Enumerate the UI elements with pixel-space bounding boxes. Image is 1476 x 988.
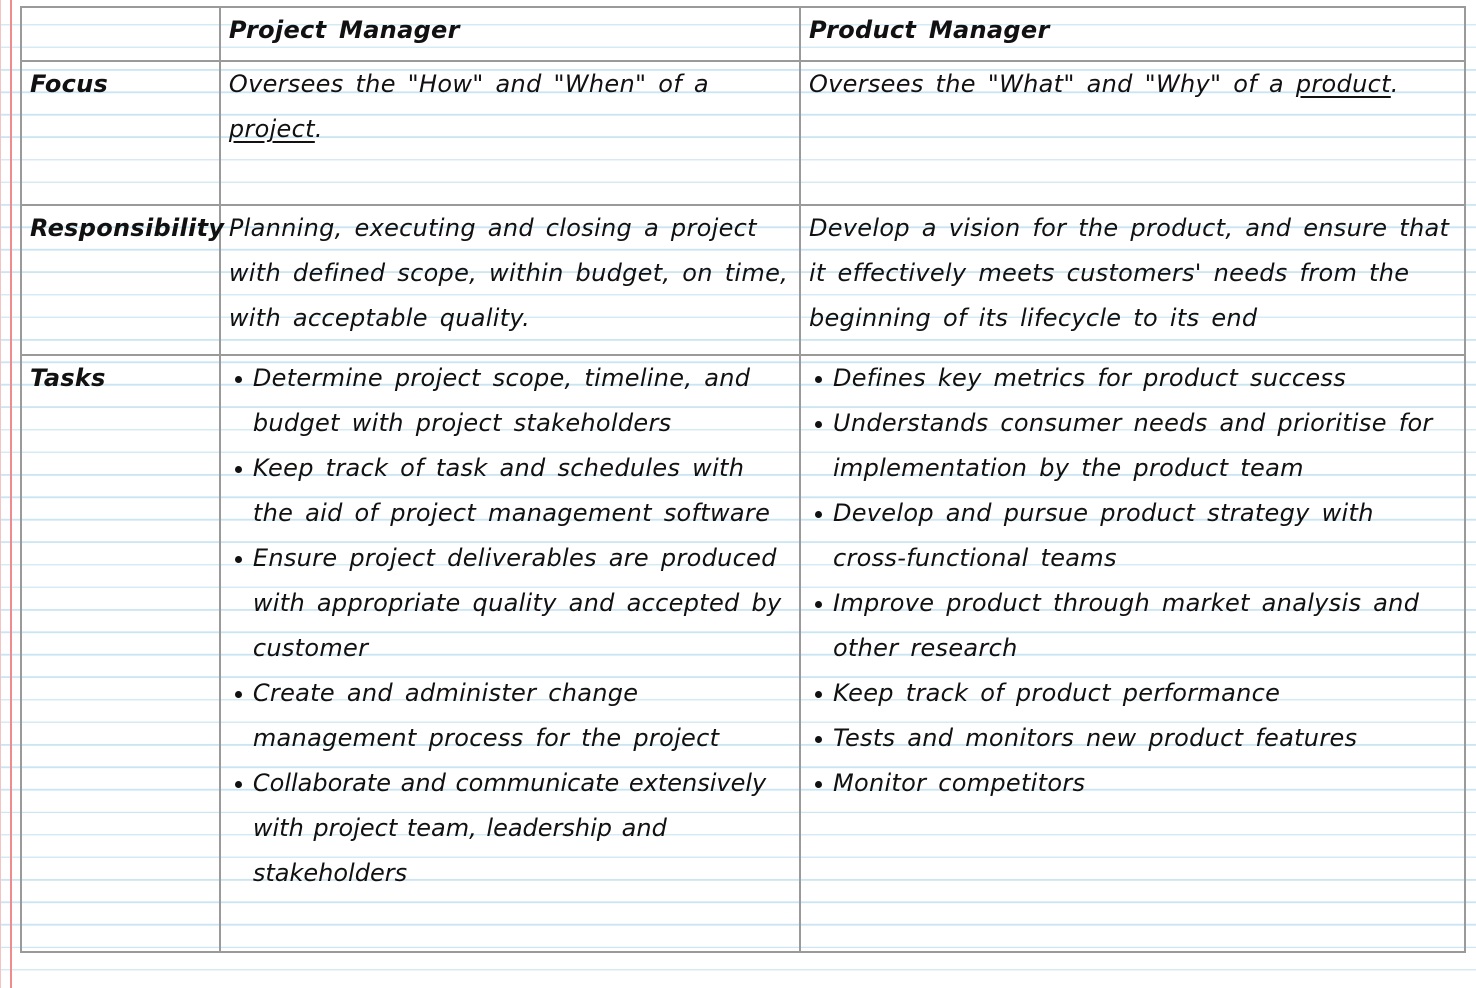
list-item: Create and administer change management process for the project: [253, 671, 791, 761]
product-manager-task-list: [809, 356, 1456, 806]
project-manager-focus-suffix: .: [314, 115, 323, 143]
project-manager-tasks: [220, 355, 800, 952]
list-item: Collaborate and communicate extensively with project team, leadership and stakeholders: [253, 761, 791, 896]
project-manager-focus-text: Oversees the "How" and "When" of a: [228, 70, 709, 98]
list-item: Monitor competitors: [833, 761, 1456, 806]
list-item: Tests and monitors new product features: [833, 716, 1456, 761]
tasks-row: [21, 355, 1465, 952]
responsibility-label: Responsibility: [21, 205, 220, 355]
product-manager-focus: [800, 61, 1465, 205]
product-manager-focus-suffix: .: [1390, 70, 1399, 98]
list-item: Determine project scope, timeline, and budget with project stakeholders: [253, 356, 791, 446]
header-row: [21, 7, 1465, 61]
list-item: Improve product through market analysis and other research: [833, 581, 1456, 671]
project-manager-header: Project Manager: [220, 7, 800, 61]
list-item: Keep track of task and schedules with the aid of project management software: [253, 446, 791, 536]
corner-cell: [21, 7, 220, 61]
project-manager-focus: [220, 61, 800, 205]
product-manager-tasks: [800, 355, 1465, 952]
product-manager-focus-text: Oversees the "What" and "Why" of a: [808, 70, 1296, 98]
project-link[interactable]: project: [228, 115, 315, 143]
product-manager-header: Product Manager: [800, 7, 1465, 61]
list-item: Develop and pursue product strategy with cross-functional teams: [833, 491, 1456, 581]
focus-row: [21, 61, 1465, 205]
project-manager-responsibility: Planning, executing and closing a project with defined scope, within budget, on time, with acceptable quality.: [220, 205, 800, 355]
page-margin-line-outer: [0, 0, 1, 988]
page-margin-line: [10, 0, 12, 988]
comparison-table: [20, 6, 1466, 953]
project-manager-task-list: [229, 356, 791, 896]
product-link[interactable]: product: [1295, 70, 1391, 98]
list-item: Ensure project deliverables are produced with appropriate quality and accepted by customer: [253, 536, 791, 671]
tasks-label: Tasks: [21, 355, 220, 952]
list-item: Understands consumer needs and prioritise for implementation by the product team: [833, 401, 1456, 491]
list-item: Defines key metrics for product success: [833, 356, 1456, 401]
responsibility-row: [21, 205, 1465, 355]
product-manager-responsibility: Develop a vision for the product, and ensure that it effectively meets customers' needs from the beginning of its lifecycle to its end: [800, 205, 1465, 355]
list-item: Keep track of product performance: [833, 671, 1456, 716]
focus-label: Focus: [21, 61, 220, 205]
